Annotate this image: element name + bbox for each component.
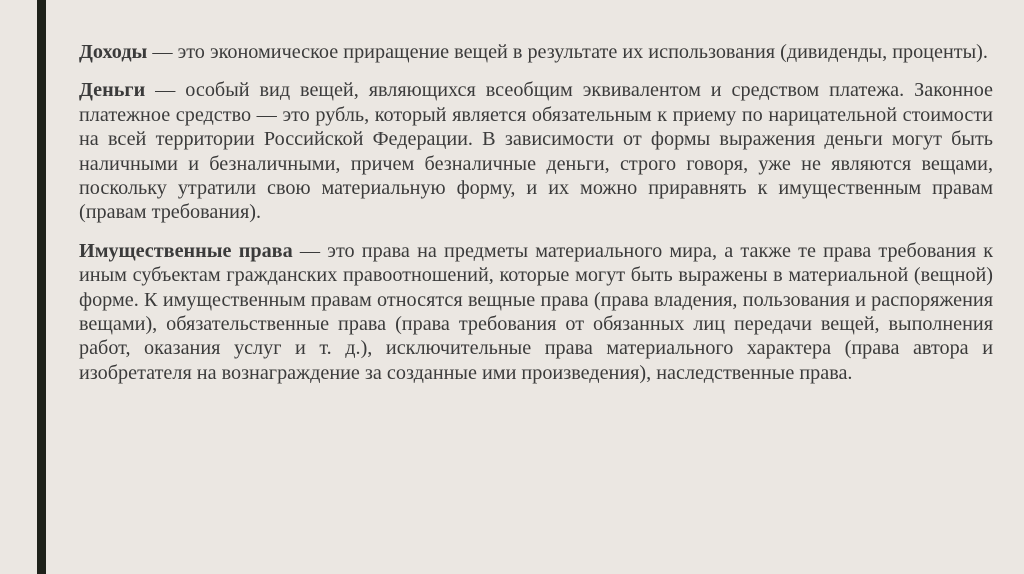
term-property-rights: Имущественные права: [79, 239, 293, 262]
paragraph-income: [79, 40, 993, 64]
term-money: Деньги: [79, 79, 146, 102]
definition-money: — особый вид вещей, являющихся всеобщим эквивалентом и средством платежа. Законное платежное средство — это рубль, который является обязательным к приему по нарицательной стоимости на всей территории Российской Федерации. В зависимости от формы выражения деньги могут быть наличными и безналичными, причем безналичные деньги, строго говоря, уже не являются вещами, поскольку утратили свою материальную форму, и их можно приравнять к имущественным правам (правам требования).: [79, 79, 993, 224]
slide-content: [79, 40, 993, 399]
term-income: Доходы: [79, 41, 148, 63]
paragraph-property-rights: [79, 239, 993, 385]
definition-property-rights: — это права на предметы материального мира, а также те права требования к иным субъектам гражданских правоотношений, которые могут быть выражены в материальной (вещной) форме. К имущественным правам относятся вещные права (права владения, пользования и распоряжения вещами), обязательственные права (права требования от обязанных лиц передачи вещей, выполнения работ, оказания услуг и т. д.), исключительные права материального характера (права автора и изобретателя на вознаграждение за созданные ими произведения), наследственные права.: [79, 239, 994, 384]
definition-income: — это экономическое приращение вещей в результате их использования (дивиденды, проценты).: [147, 41, 988, 63]
left-accent-bar: [37, 0, 46, 574]
paragraph-money: [79, 78, 993, 224]
